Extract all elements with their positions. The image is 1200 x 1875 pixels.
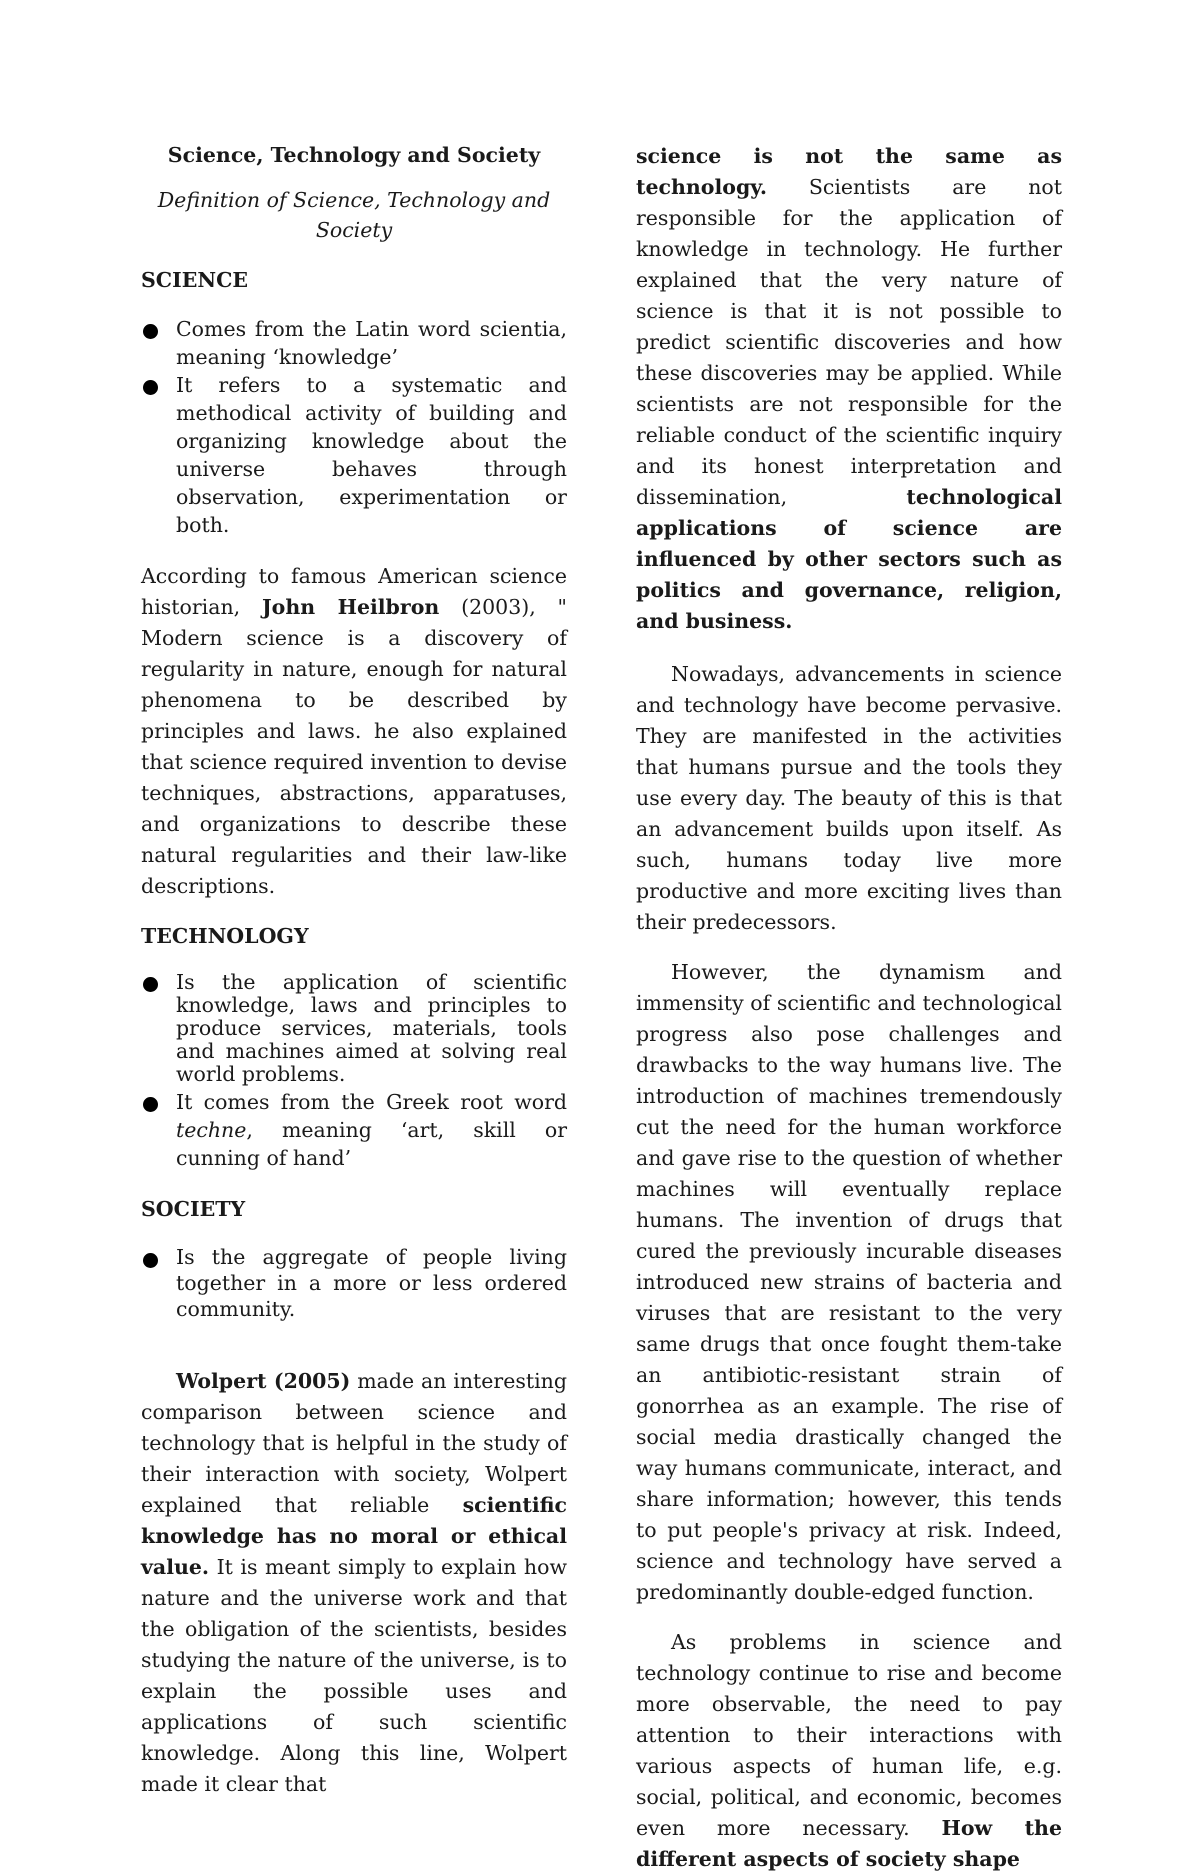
list-item <box>141 971 567 1086</box>
technology-bullet-2 <box>176 1090 567 1170</box>
heilbron-name: John Heilbron <box>261 595 440 619</box>
society-heading: SOCIETY <box>141 1197 246 1221</box>
heilbron-text-1: According to famous American science historian, <box>141 564 567 619</box>
list-item <box>141 1088 567 1172</box>
bullet-icon <box>143 380 158 395</box>
document-subtitle: Definition of Science, Technology and Society <box>157 188 551 242</box>
however-paragraph: However, the dynamism and immensity of scientific and technological progress also pose challenges and drawbacks to the way humans live. The introduction of machines tremendously cut the need for the human workforce and gave rise to the question of whether machines will eventually replace humans. The invention of drugs that cured the previously incurable diseases introduced new strains of bacteria and viruses that are resistant to the very same drugs that once fought them-take an antibiotic-resistant strain of gonorrhea as an example. The rise of social media drastically changed the way humans communicate, interact, and share information; however, this tends to put people's privacy at risk. Indeed, science and technology have served a predominantly double-edged function. <box>636 960 1062 1604</box>
technology-bullet-2-before: It comes from the Greek root word <box>176 1090 567 1114</box>
list-item <box>141 1244 567 1322</box>
problems-text: As problems in science and technology continue to rise and become more observable, the need to pay attention to their interactions with various aspects of human life, e.g. social, political, and economic, becomes even more necessary. <box>636 1630 1062 1840</box>
society-bullet: Is the aggregate of people living together in a more or less ordered community. <box>176 1245 567 1321</box>
heilbron-text-2: (2003), " Modern science is a discovery of regularity in nature, enough for natural phenomena to be described by principles and laws. he also explained that science required invention to devise techniques, abstractions, apparatuses, and organizations to describe these natural regularities and their law-like descriptions. <box>141 595 567 898</box>
bullet-icon <box>143 1097 158 1112</box>
heilbron-paragraph <box>141 561 567 902</box>
technology-heading: TECHNOLOGY <box>141 924 309 948</box>
left-column <box>141 140 567 1800</box>
technology-bullet-2-after: , meaning ‘art, skill or cunning of hand’ <box>176 1118 567 1170</box>
wolpert-bold-1: scientific knowledge has no moral or ethical value. <box>141 1493 567 1579</box>
wolpert-paragraph <box>141 1366 567 1800</box>
society-bullet-list <box>141 1244 567 1322</box>
bullet-icon <box>143 1253 158 1268</box>
wolpert-name: Wolpert (2005) <box>176 1369 351 1393</box>
wolpert-bold-2: science is not the same as technology. <box>636 144 1062 199</box>
techne-term: techne <box>176 1118 247 1142</box>
wolpert-bold-3: technological applications of science are influenced by other sectors such as politics and governance, religion, and business. <box>636 485 1062 633</box>
technology-bullet-1: Is the application of scientific knowledge, laws and principles to produce services, materials, tools and machines aimed at solving real world problems. <box>176 970 567 1086</box>
wolpert-text-2: It is meant simply to explain how nature and the universe work and that the obligation of the scientists, besides studying the nature of the universe, is to explain the possible uses and applications of such scientific knowledge. Along this line, Wolpert made it clear that <box>141 1555 567 1796</box>
wolpert-continuation <box>636 141 1062 637</box>
nowadays-paragraph: Nowadays, advancements in science and technology have become pervasive. They are manifested in the activities that humans pursue and the tools they use every day. The beauty of this is that an advancement builds upon itself. As such, humans today live more productive and more exciting lives than their predecessors. <box>636 662 1062 934</box>
list-item <box>141 371 567 539</box>
document-title: Science, Technology and Society <box>167 143 541 167</box>
problems-bold: How the different aspects of society shape <box>636 1816 1062 1871</box>
bullet-icon <box>143 324 158 339</box>
science-bullet-1: Comes from the Latin word scientia, meaning ‘knowledge’ <box>176 317 567 369</box>
science-bullet-list <box>141 315 567 539</box>
wolpert-text-3: Scientists are not responsible for the application of knowledge in technology. He further explained that the very nature of science is that it is not possible to predict scientific discoveries and how these discoveries may be applied. While scientists are not responsible for the reliable conduct of the scientific inquiry and its honest interpretation and dissemination, <box>636 175 1062 509</box>
wolpert-text-1: made an interesting comparison between science and technology that is helpful in the study of their interaction with society, Wolpert explained that reliable <box>141 1369 567 1517</box>
problems-paragraph <box>636 1627 1062 1875</box>
science-bullet-2: It refers to a systematic and methodical activity of building and organizing knowledge about the universe behaves through observation, experimentation or both. <box>176 373 567 537</box>
technology-bullet-list <box>141 971 567 1172</box>
list-item <box>141 315 567 371</box>
science-heading: SCIENCE <box>141 268 249 292</box>
right-column <box>636 141 1062 1875</box>
bullet-icon <box>143 977 158 992</box>
